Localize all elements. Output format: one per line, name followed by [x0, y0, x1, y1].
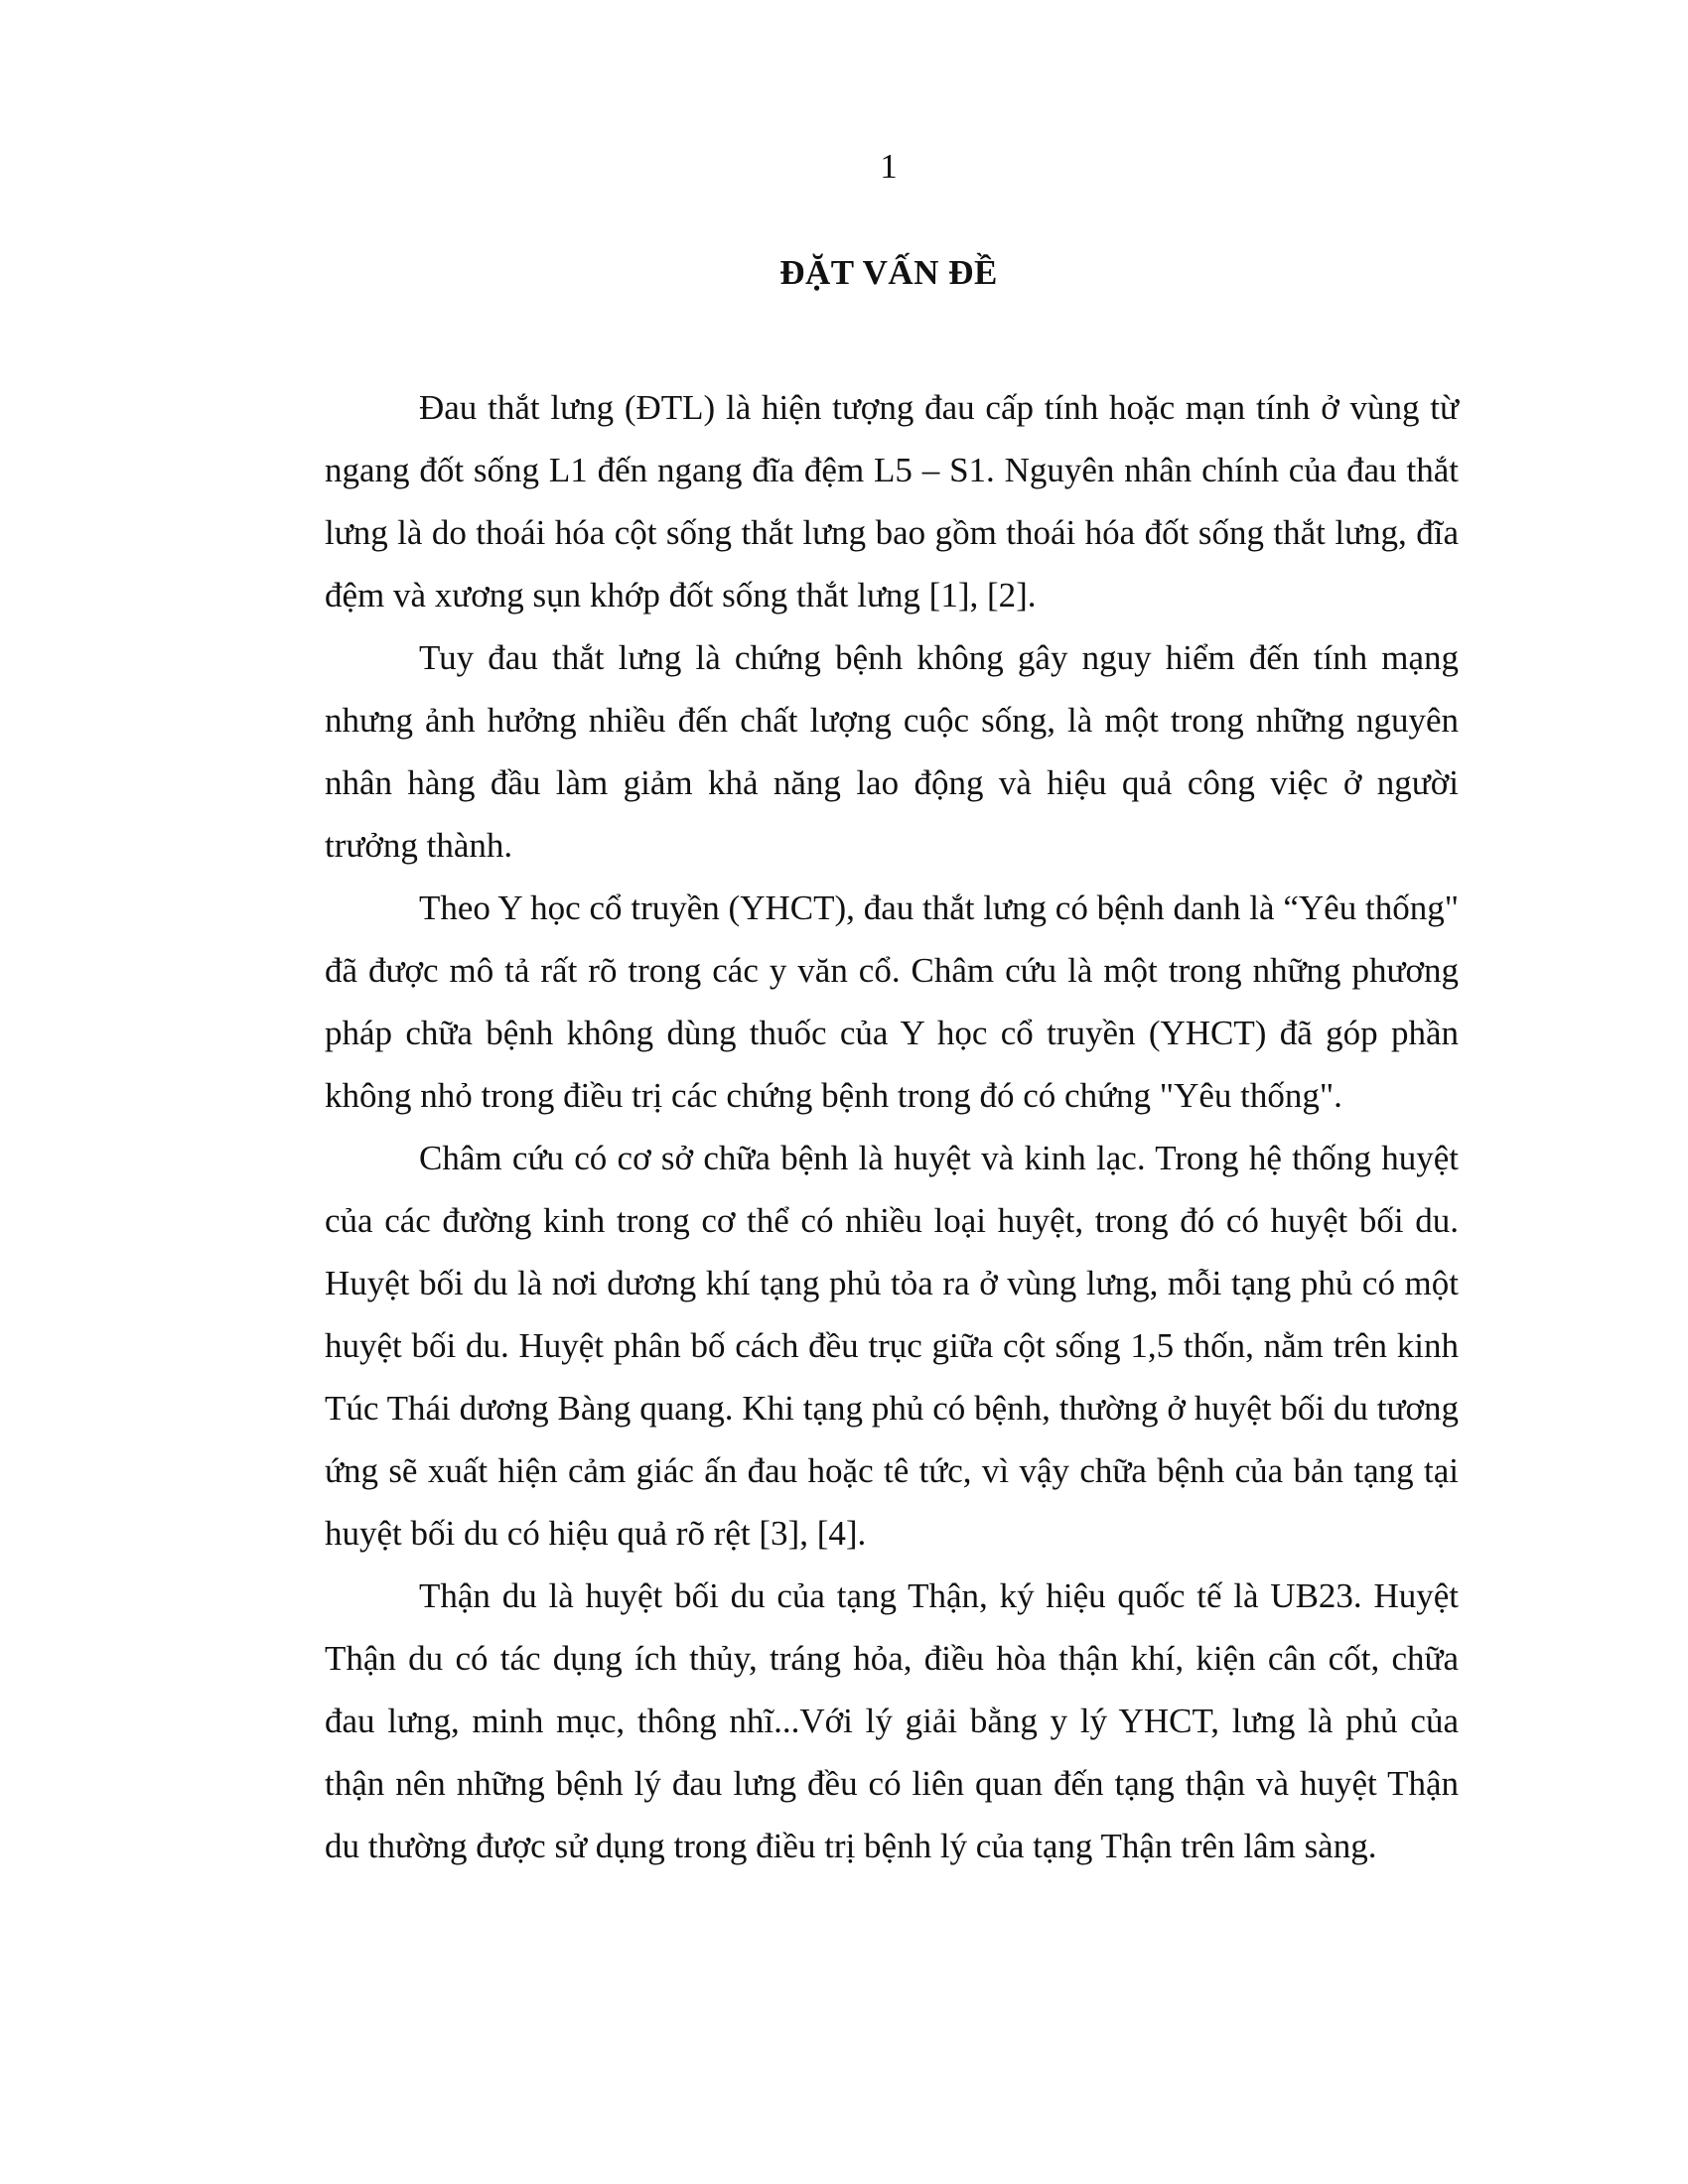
page-title: ĐẶT VẤN ĐỀ: [779, 253, 998, 292]
paragraph: Châm cứu có cơ sở chữa bệnh là huyệt và kinh lạc. Trong hệ thống huyệt của các đường kinh trong cơ thể có nhiều loại huyệt, trong đó có huyệt bối du. Huyệt bối du là nơi dương khí tạng phủ tỏa ra ở vùng lưng, mỗi tạng phủ có một huyệt bối du. Huyệt phân bố cách đều trục giữa cột sống 1,5 thốn, nằm trên kinh Túc Thái dương Bàng quang. Khi tạng phủ có bệnh, thường ở huyệt bối du tương ứng sẽ xuất hiện cảm giác ấn đau hoặc tê tức, vì vậy chữa bệnh của bản tạng tại huyệt bối du có hiệu quả rõ rệt [3], [4].: [325, 1139, 1459, 1553]
body-text: [325, 376, 1459, 1877]
paragraph: Tuy đau thắt lưng là chứng bệnh không gây nguy hiểm đến tính mạng nhưng ảnh hưởng nhiều đến chất lượng cuộc sống, là một trong những nguyên nhân hàng đầu làm giảm khả năng lao động và hiệu quả công việc ở người trưởng thành.: [325, 638, 1459, 865]
paragraph: Thận du là huyệt bối du của tạng Thận, ký hiệu quốc tế là UB23. Huyệt Thận du có tác dụng ích thủy, tráng hỏa, điều hòa thận khí, kiện cân cốt, chữa đau lưng, minh mục, thông nhĩ...Với lý giải bằng y lý YHCT, lưng là phủ của thận nên những bệnh lý đau lưng đều có liên quan đến tạng thận và huyệt Thận du thường được sử dụng trong điều trị bệnh lý của tạng Thận trên lâm sàng.: [325, 1576, 1459, 1865]
paragraph: Theo Y học cổ truyền (YHCT), đau thắt lưng có bệnh danh là “Yêu thống" đã được mô tả rất rõ trong các y văn cổ. Châm cứu là một trong những phương pháp chữa bệnh không dùng thuốc của Y học cổ truyền (YHCT) đã góp phần không nhỏ trong điều trị các chứng bệnh trong đó có chứng "Yêu thống".: [325, 888, 1459, 1115]
paragraph: Đau thắt lưng (ĐTL) là hiện tượng đau cấp tính hoặc mạn tính ở vùng từ ngang đốt sống L1 đến ngang đĩa đệm L5 – S1. Nguyên nhân chính của đau thắt lưng là do thoái hóa cột sống thắt lưng bao gồm thoái hóa đốt sống thắt lưng, đĩa đệm và xương sụn khớp đốt sống thắt lưng [1], [2].: [325, 388, 1459, 614]
page-number: 1: [880, 147, 898, 186]
